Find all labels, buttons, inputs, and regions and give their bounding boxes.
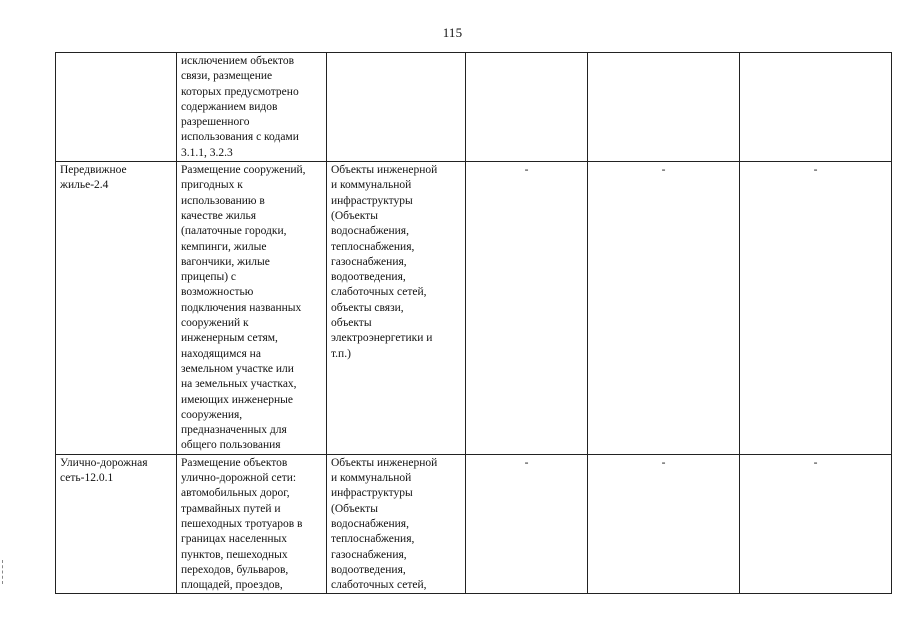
table-row bbox=[56, 162, 892, 455]
value-text: - bbox=[661, 456, 666, 469]
value-text: - bbox=[524, 164, 529, 177]
description-cell bbox=[177, 53, 327, 162]
permitted-objects: Объекты инженерной и коммунальной инфраструктуры (Объекты водоснабжения, теплоснабжения, газоснабжения, водоотведения, слаботочных сетей, объекты связи, объекты электроэнергетики и т.п.) bbox=[331, 164, 438, 360]
value-cell-4 bbox=[466, 162, 588, 455]
value-text: - bbox=[524, 456, 529, 469]
description-cell bbox=[177, 162, 327, 455]
value-cell-4 bbox=[466, 53, 588, 162]
value-cell-5 bbox=[588, 454, 740, 594]
page-number: 115 bbox=[442, 25, 463, 40]
value-cell-6 bbox=[740, 454, 892, 594]
value-text: - bbox=[661, 164, 666, 177]
description-cell bbox=[177, 454, 327, 594]
value-text: - bbox=[813, 456, 818, 469]
objects-cell bbox=[327, 162, 466, 455]
table-row bbox=[56, 53, 892, 162]
use-type-description: исключением объектов связи, размещение которых предусмотрено содержанием видов разрешенного использования с кодами 3.1.1, 3.2.3 bbox=[181, 55, 299, 159]
value-text: - bbox=[813, 164, 818, 177]
value-cell-4 bbox=[466, 454, 588, 594]
table-row bbox=[56, 454, 892, 594]
objects-cell bbox=[327, 53, 466, 162]
use-type-description: Размещение сооружений, пригодных к использованию в качестве жилья (палаточные городки, кемпинги, жилые вагончики, жилые прицепы) с возможностью подключения названных сооружений к инженерным сетям, находящимся на земельном участке или на земельных участках, имеющих инженерные сооружения, предназначенных для общего пользования bbox=[181, 164, 306, 452]
scan-margin-mark bbox=[2, 560, 5, 584]
use-type-name: Улично-дорожная сеть-12.0.1 bbox=[60, 456, 148, 485]
value-cell-6 bbox=[740, 162, 892, 455]
value-cell-6 bbox=[740, 53, 892, 162]
use-type-description: Размещение объектов улично-дорожной сети: автомобильных дорог, трамвайных путей и пешеходных тротуаров в границах населенных пунктов, пешеходных переходов, бульваров, площадей, проездов, bbox=[181, 456, 303, 592]
objects-cell bbox=[327, 454, 466, 594]
use-type-cell bbox=[56, 162, 177, 455]
value-cell-5 bbox=[588, 53, 740, 162]
permitted-objects: Объекты инженерной и коммунальной инфраструктуры (Объекты водоснабжения, теплоснабжения, газоснабжения, водоотведения, слаботочных сетей, bbox=[331, 456, 438, 592]
land-use-table bbox=[55, 52, 892, 594]
value-cell-5 bbox=[588, 162, 740, 455]
use-type-name: Передвижное жилье-2.4 bbox=[60, 164, 127, 192]
use-type-cell bbox=[56, 454, 177, 594]
use-type-cell bbox=[56, 53, 177, 162]
